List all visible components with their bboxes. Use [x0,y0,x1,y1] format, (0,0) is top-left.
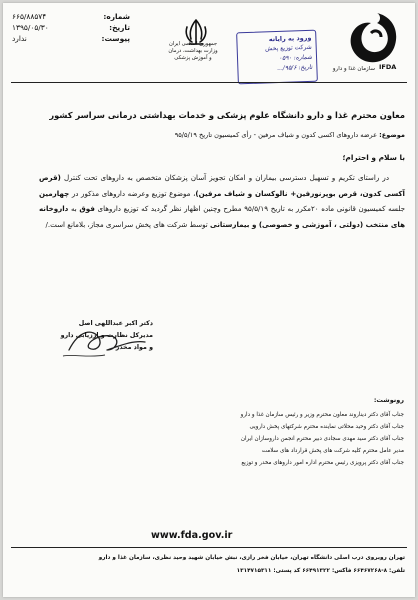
stamp-line-3: شماره: ۰۵۹۰ [278,53,313,62]
footer-divider [11,547,407,548]
letter-subject [175,131,405,139]
cc-item: جناب آقای دکتر وحید محلاتی نماینده محترم شرکتهای پخش دارویی [249,424,404,431]
body-paragraph [39,170,405,232]
footer-address: تهران روبروی درب اصلی دانشگاه تهران، خیابان فخر رازی، نبش خیابان شهید وحید نظری، سازمان غذا و دارو [98,555,405,561]
letter-page [3,3,415,597]
date-label: تاریخ: [109,23,130,32]
signer-title: مدیرکل نظارت و ارزیابی دارو [60,332,153,339]
body-text-4: داروهای مذکور در [69,188,126,198]
signer-title-2: و مواد مخدر [115,344,153,351]
header-divider [11,82,407,83]
body-text-2: تحت کنترل [60,173,98,182]
stamp-line-1: ورود به رایانه [268,33,312,44]
session-ordinal: چهارمین [39,188,70,198]
above-word: فوق [79,204,95,214]
signature-block [49,320,157,364]
ministry-line-3: و آموزش پزشکی [174,55,212,61]
number-label: شماره: [103,12,130,21]
subject-text: عرضه داروهای اکسی کدون و شیاف مرفین - رأی کمیسیون تاریخ ۹۵/۵/۱۹ [174,131,378,139]
cc-item: جناب آقای دکتر دیناروند معاون محترم وزیر و رئیس سازمان غذا و دارو [240,412,404,418]
ministry-name [153,41,233,62]
drug-list: (قرص آکسی کدون، قرص بوپرنورفین+ نالوکسان و شیاف مرفین) [39,173,405,198]
attachment-value: ندارد [12,34,27,43]
website-link[interactable]: www.fda.gov.ir [151,530,233,541]
fda-logo-icon [341,9,403,71]
cc-list [241,409,404,469]
pharmacy-types: داروخانه های منتخب (دولتی ، آموزشی و خصوصی) و بیمارستانی [39,204,405,229]
org-abbr: IFDA [379,63,397,71]
letter-body [39,170,405,232]
letter-recipient: معاون محترم غذا و دارو دانشگاه علوم پزشکی و خدمات بهداشتی درمانی سراسر کشور [49,110,405,120]
cc-heading: رونوشت: [373,396,404,404]
date-value: ۱۳۹۵/۰۵/۳۰ [12,23,49,32]
receipt-stamp [236,30,318,85]
org-name: سازمان غذا و دارو [332,66,375,72]
greeting: با سلام و احترام؛ [342,153,405,162]
ministry-line-2: وزارت بهداشت، درمان [168,48,218,54]
body-text-8: توسط شرکت های پخش سراسری مجاز، بلامانع است./ [45,219,208,229]
footer-phones: تلفن: ۸-۶۶۴۶۷۲۶۸ فاکس: ۶۶۴۹۱۳۲۲ کد پستی: ۱۳۱۴۷۱۵۳۱۱ [236,567,405,574]
cc-item: جناب آقای دکتر پرویزی رئیس محترم اداره امور داروهای مخدر و توزیع [241,460,404,467]
body-text-5: جلسه کمیسیون قانونی ماده ۲۰مکرر به تاریخ ۹۵/۵/۱۹ مطرح وچنین اظهار نظر [169,204,405,214]
stamp-line-4: تاریخ: ۹۵/۶/... [276,63,313,73]
cc-item: مدیر عامل محترم کلیه شرکت های پخش قرارداد های سلامت [261,448,404,455]
body-text-6: گردید که توزیع داروهای [94,204,168,214]
letter-meta [12,11,130,44]
body-text-7: به [68,204,80,214]
body-text-3: ، موضوع توزیع وعرضه [127,188,196,198]
stamp-line-2: شرکت توزیع پخش [264,43,312,53]
subject-label: موضوع: [379,131,405,139]
cc-item: جناب آقای دکتر سید مهدی سجادی دبیر محترم انجمن داروسازان ایران [240,436,404,443]
attachment-label: پیوست: [101,34,130,43]
signer-name: دکتر اکبر عبداللهی اصل [78,320,153,327]
number-value: ۶۶۵/۸۸۵۷۴ [12,12,47,21]
footer [99,552,405,577]
body-text-1: در راستای تکریم و تسهیل دسترسی بیماران و امکان تجویز آسان پزشکان متخصص به داروهای [100,173,389,182]
ministry-line-1: جمهوری اسلامی ایران [168,41,218,47]
